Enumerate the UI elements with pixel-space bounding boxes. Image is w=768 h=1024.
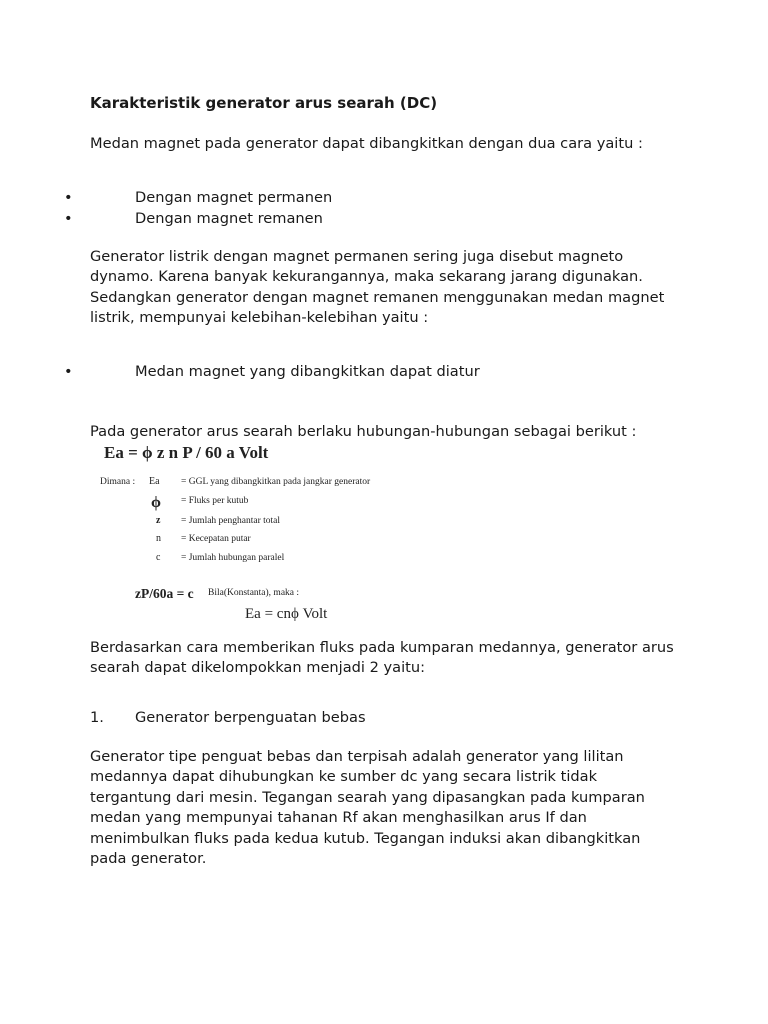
bullet-text: Dengan magnet permanen — [135, 189, 333, 206]
formula-definition: = Kecepatan putar — [181, 534, 251, 544]
formula-constant-note: Bila(Konstanta), maka : — [208, 588, 300, 598]
formula-definition: = GGL yang dibangkitkan pada jangkar generator — [181, 477, 371, 487]
document-title: Karakteristik generator arus searah (DC) — [90, 94, 438, 112]
bullet-text: Dengan magnet remanen — [135, 210, 323, 227]
list-text: Generator berpenguatan bebas — [135, 709, 366, 726]
bullet-marker: • — [64, 210, 73, 227]
formula-definition: = Jumlah penghantar total — [181, 516, 281, 526]
bullet-text: Medan magnet yang dibangkitkan dapat diatur — [135, 363, 480, 380]
paragraph-relations: Pada generator arus searah berlaku hubungan-hubungan sebagai berikut : — [90, 423, 637, 440]
formula-constant: zP/60a = c — [135, 586, 194, 601]
formula-symbol: z — [156, 515, 161, 526]
formula-symbol: c — [156, 552, 161, 563]
formula-main: Ea = ϕ z n P / 60 a Volt — [104, 443, 269, 462]
formula-symbol: Ea — [149, 476, 160, 487]
formula-result: Ea = cnϕ Volt — [245, 606, 328, 622]
formula-definition: = Fluks per kutub — [181, 496, 249, 506]
formula-symbol: n — [156, 533, 161, 544]
list-item — [0, 209, 768, 229]
formula-dimana-label: Dimana : — [100, 477, 136, 487]
formula-definition: = Jumlah hubungan paralel — [181, 553, 285, 563]
list-item — [0, 708, 768, 728]
paragraph-classification: Berdasarkan cara memberikan fluks pada kumparan medannya, generator arus searah dapat dikelompokkan menjadi 2 yaitu: — [90, 639, 674, 677]
formula-symbol: ϕ — [151, 494, 161, 511]
bullet-marker: • — [64, 363, 73, 380]
intro-paragraph: Medan magnet pada generator dapat dibangkitkan dengan dua cara yaitu : — [90, 135, 643, 152]
bullet-marker: • — [64, 189, 73, 206]
list-item — [0, 188, 768, 208]
list-item — [0, 362, 768, 382]
paragraph-separately-excited: Generator tipe penguat bebas dan terpisah adalah generator yang lilitan medannya dapat dihubungkan ke sumber dc yang secara listrik tidak tergantung dari mesin. Tegangan searah yang dipasangkan pada kumparan medan yang mempunyai tahanan Rf akan menghasilkan arus If dan menimbulkan fluks pada kedua kutub. Tegangan induksi akan dibangkitkan pada generator. — [90, 748, 645, 868]
paragraph-magneto: Generator listrik dengan magnet permanen sering juga disebut magneto dynamo. Karena banyak kekurangannya, maka sekarang jarang digunakan. Sedangkan generator dengan magnet remanen menggunakan medan magnet listrik, mempunyai kelebihan-kelebihan yaitu : — [90, 248, 665, 327]
list-number: 1. — [90, 709, 104, 726]
